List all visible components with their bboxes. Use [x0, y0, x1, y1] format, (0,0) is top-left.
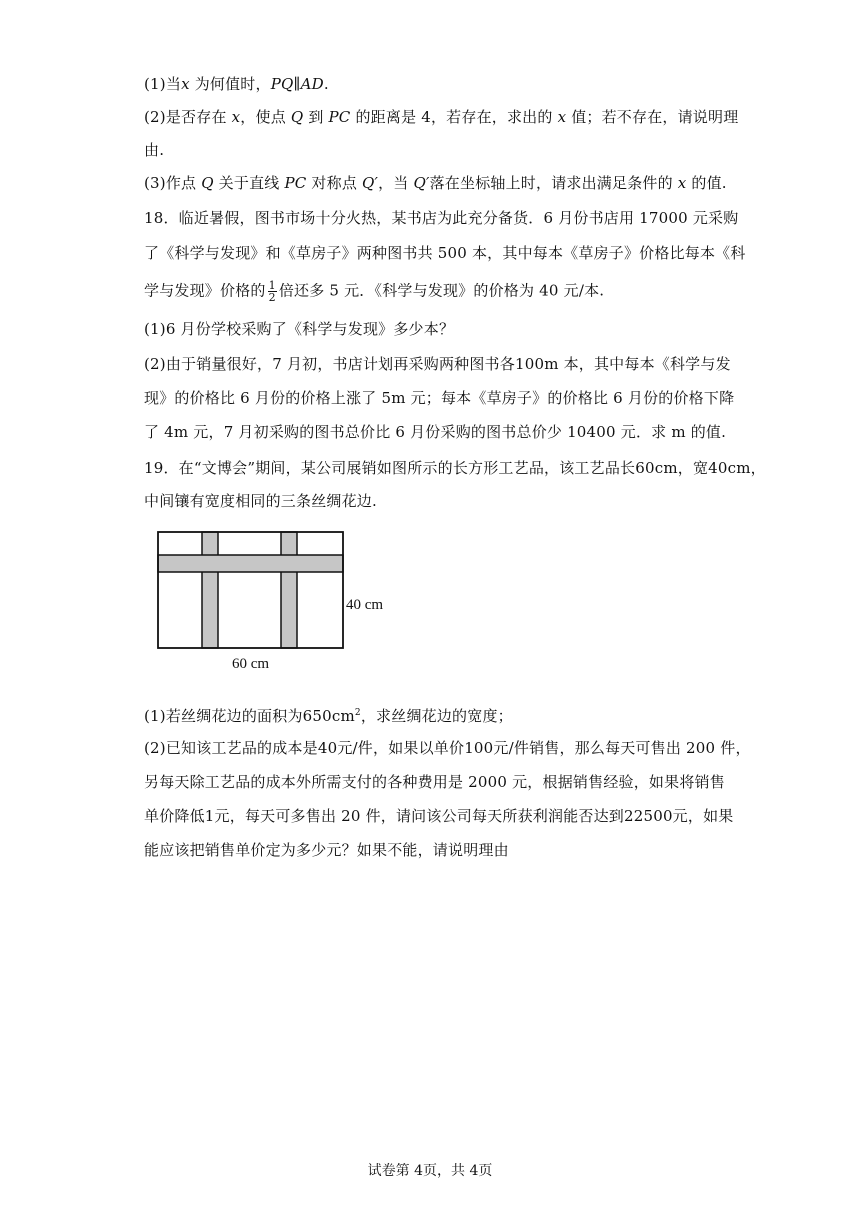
- line-pc: PC: [284, 174, 307, 192]
- var-x: x: [677, 174, 687, 192]
- q19-part2-line1: (2)已知该工艺品的成本是40元/件，如果以单价100元/件销售，那么每天可售出 200 件，: [144, 739, 751, 757]
- point-q: Q: [201, 174, 214, 192]
- figure-svg: [150, 526, 410, 676]
- text: 的值.: [686, 174, 727, 192]
- q17-part3: [144, 173, 727, 193]
- vertical-band-left: [202, 532, 218, 648]
- var-x: x: [231, 108, 241, 126]
- q17-part1: [144, 74, 329, 94]
- q19-part2-line3: 单价降低1元，每天可多售出 20 件，请问该公司每天所获利润能否达到22500元，如果: [144, 807, 734, 825]
- var-x: x: [181, 75, 190, 93]
- q18-part2-line3: 了 4m 元，7 月初采购的图书总价比 6 月份采购的图书总价少 10400 元．求 m 的值.: [144, 423, 727, 441]
- vertical-band-right: [281, 532, 297, 648]
- point-q: Q: [290, 108, 304, 126]
- q19-stem-line1: 19．在“文博会”期间，某公司展销如图所示的长方形工艺品，该工艺品长60cm，宽40cm，: [144, 459, 766, 477]
- craft-rectangle-figure: [150, 526, 410, 680]
- q18-stem-line2: 了《科学与发现》和《草房子》两种图书共 500 本，其中每本《草房子》价格比每本《科: [144, 244, 746, 262]
- text: ，求丝绸花边的宽度；: [360, 707, 513, 725]
- q19-part2-line4: 能应该把销售单价定为多少元？如果不能，请说明理由: [144, 841, 509, 859]
- text: ，当: [378, 174, 414, 192]
- width-label: 60 cm: [232, 656, 270, 672]
- text: 到: [303, 108, 329, 126]
- q19-part1: [144, 703, 513, 726]
- q18-part2-line1: (2)由于销量很好，7 月初，书店计划再采购两种图书各100m 本，其中每本《科学与发: [144, 355, 731, 373]
- q17-part1-end: .: [323, 75, 329, 93]
- point-q-prime: Q′: [413, 174, 430, 192]
- text: (1)若丝绸花边的面积为650cm: [144, 707, 355, 725]
- page-footer: 试卷第 4页，共 4页: [367, 1163, 493, 1179]
- fraction-denominator: 2: [268, 291, 276, 304]
- outer-rectangle: [158, 532, 343, 648]
- text: (3)作点: [144, 174, 202, 192]
- q19-part2-line2: 另每天除工艺品的成本外所需支付的各种费用是 2000 元，根据销售经验，如果将销售: [144, 773, 725, 791]
- text: 倍还多 5 元．《科学与发现》的价格为 40 元/本.: [278, 281, 605, 300]
- text: 关于直线: [213, 174, 285, 192]
- line-pc: PC: [328, 108, 351, 126]
- var-x: x: [557, 108, 567, 126]
- q19-stem-line2: 中间镶有宽度相同的三条丝绸花边.: [144, 492, 377, 510]
- horizontal-band: [158, 555, 343, 572]
- height-label: 40 cm: [346, 597, 384, 613]
- q17-part1-text: (1)当: [144, 75, 182, 93]
- text: (2)是否存在: [144, 108, 232, 126]
- text: 值；若不存在，请说明理: [566, 108, 739, 126]
- text: 对称点: [306, 174, 362, 192]
- q18-stem-line3: [144, 280, 604, 303]
- q18-stem-line1: 18．临近暑假，图书市场十分火热，某书店为此充分备货．6 月份书店用 17000 元采购: [144, 209, 739, 227]
- q17-part2-line1: [144, 107, 738, 127]
- q18-part1: (1)6 月份学校采购了《科学与发现》多少本？: [144, 320, 455, 338]
- superscript-2: 2: [354, 708, 361, 718]
- point-q-prime: Q′: [362, 174, 379, 192]
- text: 的距离是 4，若存在，求出的: [350, 108, 558, 126]
- q17-part1-mid: 为何值时，: [189, 75, 271, 93]
- q17-part2-line2: 由.: [144, 141, 165, 159]
- q18-part2-line2: 现》的价格比 6 月份的价格上涨了 5m 元；每本《草房子》的价格比 6 月份的价格下降: [144, 389, 735, 407]
- fraction-one-half: [268, 280, 277, 303]
- text: ，使点: [240, 108, 291, 126]
- parallel-expr: PQ∥AD: [270, 75, 324, 93]
- text: 学与发现》价格的: [144, 281, 266, 300]
- fraction-numerator: 1: [268, 279, 276, 292]
- text: 落在坐标轴上时，请求出满足条件的: [429, 174, 678, 192]
